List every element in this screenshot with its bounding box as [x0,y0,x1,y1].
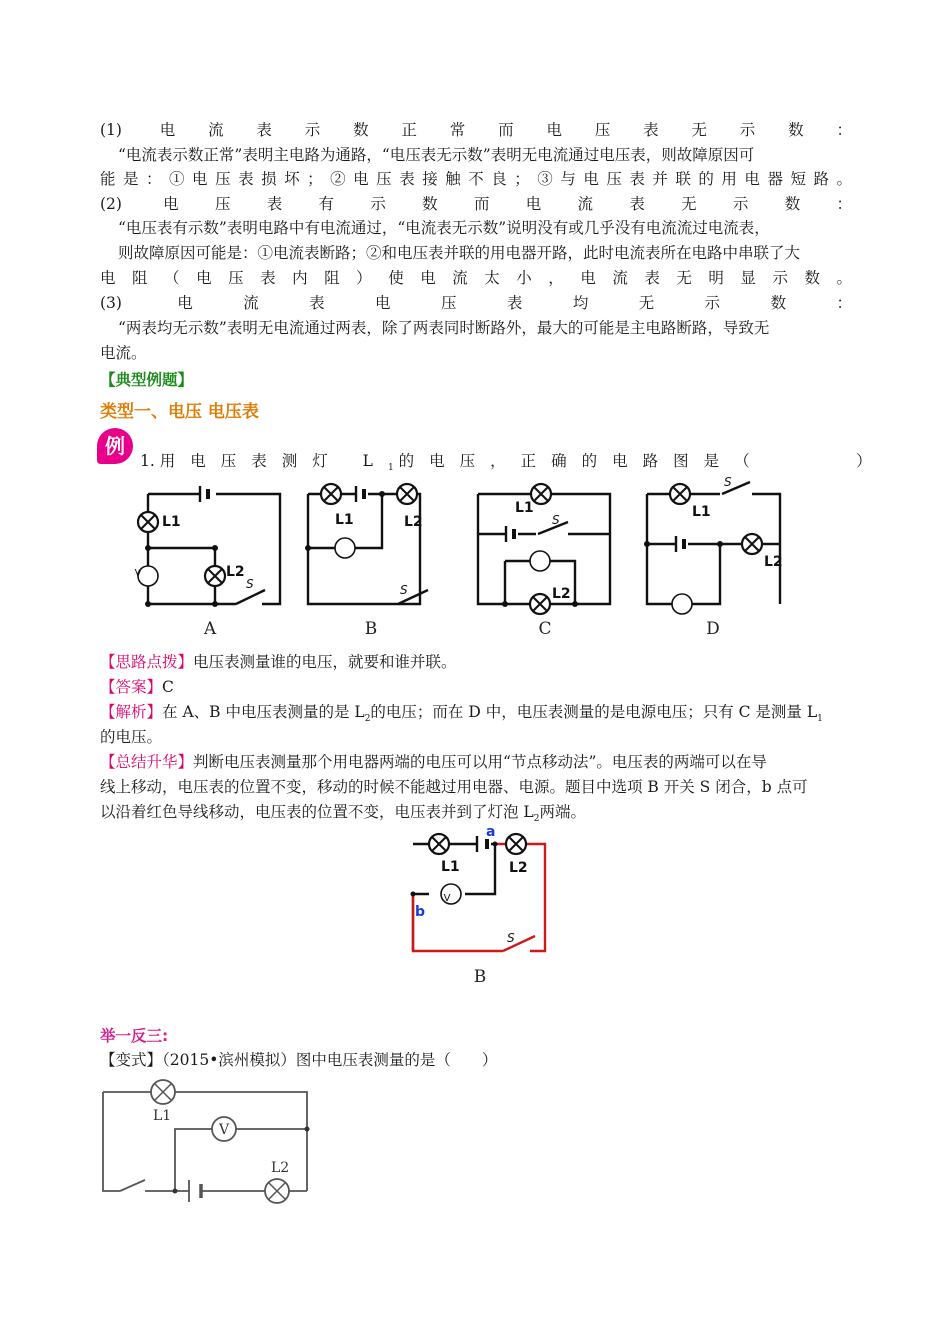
answer-row [100,675,852,699]
bc-l1-label: L1 [441,859,460,875]
bc-b-label: b [415,904,426,920]
b-s-label: S [400,583,408,597]
para-line-2: “电流表示数正常”表明主电路为通路，“电压表无示数”表明无电流通过电压表，则故障原因可 [118,146,755,164]
para-line-5: “电压表有示数”表明电路中有电流通过，“电流表无示数”说明没有或几乎没有电流流过电流表， [118,219,770,237]
bc-v-label: V [443,893,451,904]
question-stem-2: 的电压，正确的电路图是（ ） [398,452,887,470]
para-line-7: 电阻（电压表内阻）使电流太小，电流表无明显示数。 [100,269,852,287]
summary-text-3: 以沿着红色导线移动，电压表的位置不变，电压表并到了灯泡 L [100,803,534,821]
d-l1-label: L1 [692,504,711,520]
para-line-3: 能是：①电压表损坏；②电压表接触不良；③与电压表并联的用电器短路。 [100,170,852,188]
analysis-text-2: 的电压；而在 D 中，电压表测量的是电源电压；只有 C 是测量 L [370,703,818,721]
para-line-9: “两表均无示数”表明无电流通过两表，除了两表同时断路外，最大的可能是主电路断路，导致无 [118,319,770,337]
b-l1-label: L1 [335,512,354,528]
summary-text-4: 两端。 [539,803,586,821]
bc-l2-label: L2 [509,860,528,876]
var-v-label: V [218,1122,230,1138]
answer-tag: 【答案】 [100,678,163,696]
example-badge [97,428,133,464]
summary-text-1: 判断电压表测量那个用电器两端的电压可以用“节点移动法”。电压表的两端可以在导 [193,753,767,771]
c-l1-label: L1 [515,500,534,516]
var-l1-label: L1 [153,1108,172,1124]
variant-tag: 【变式】 [100,1051,163,1069]
hint-tag: 【思路点拨】 [100,653,194,671]
caption-a: A [203,619,217,639]
para-line-10: 电流。 [100,344,147,362]
analysis-text-1: 在 A、B 中电压表测量的是 L [162,703,365,721]
answer-text: C [162,678,174,696]
type1-heading: 类型一、电压 电压表 [100,402,259,422]
hint-text: 电压表测量谁的电压，就要和谁并联。 [193,653,457,671]
example-badge-text: 例 [105,434,125,458]
variant-circuit [95,1074,325,1204]
analysis-text-3: 的电压。 [100,728,163,746]
var-l2-label: L2 [271,1160,290,1176]
caption-d: D [706,619,720,639]
para-line-8: (3) 电流表电压表均无示数： [100,294,852,312]
question-number: 1. [140,452,155,470]
summary-sub: 2 [533,814,540,825]
caption-c: C [538,619,552,639]
para-line-1: (1) 电流表示数正常而电压表无示数： [100,121,852,139]
variant-row [100,1048,852,1072]
c-s-label: S [552,513,560,527]
variant-heading: 举一反三: [100,1027,169,1045]
bc-caption: B [473,967,487,987]
analysis-sub-1: 2 [364,714,371,725]
analysis-sub-2: 1 [817,714,823,725]
typical-heading: 【典型例题】 [100,371,194,389]
caption-b: B [364,619,378,639]
summary-row-1 [100,750,852,774]
d-l2-label: L2 [764,554,783,570]
a-s-label: S [246,577,254,591]
para-line-6: 则故障原因可能是：①电流表断路；②和电压表并联的用电器开路，此时电流表所在电路中串联了大 [118,244,801,262]
para-line-4: (2) 电压表有示数而电流表无示数： [100,195,852,213]
d-s-label: S [724,475,732,489]
bc-s-label: S [507,931,515,945]
diagram-c [478,494,610,604]
circuit-diagrams [0,476,950,676]
analysis-tag: 【解析】 [100,703,163,721]
a-v-label: V [134,568,142,579]
question-stem: 用电压表测灯 L [159,452,388,470]
question-stem-sub: 1 [387,463,394,474]
c-l2-label: L2 [552,586,571,602]
diagram-b-colored [395,826,595,986]
a-l2-label: L2 [226,564,245,580]
summary-text-2: 线上移动，电压表的位置不变，移动的时候不能越过用电器、电源。题目中选项 B 开关 S 闭合，b 点可 [100,778,808,796]
bc-a-label: a [486,824,496,840]
b-l2-label: L2 [404,514,423,530]
variant-text: （2015•滨州模拟）图中电压表测量的是（ ） [162,1051,498,1069]
hint-row [100,650,852,674]
summary-tag: 【总结升华】 [100,753,194,771]
a-l1-label: L1 [162,514,181,530]
